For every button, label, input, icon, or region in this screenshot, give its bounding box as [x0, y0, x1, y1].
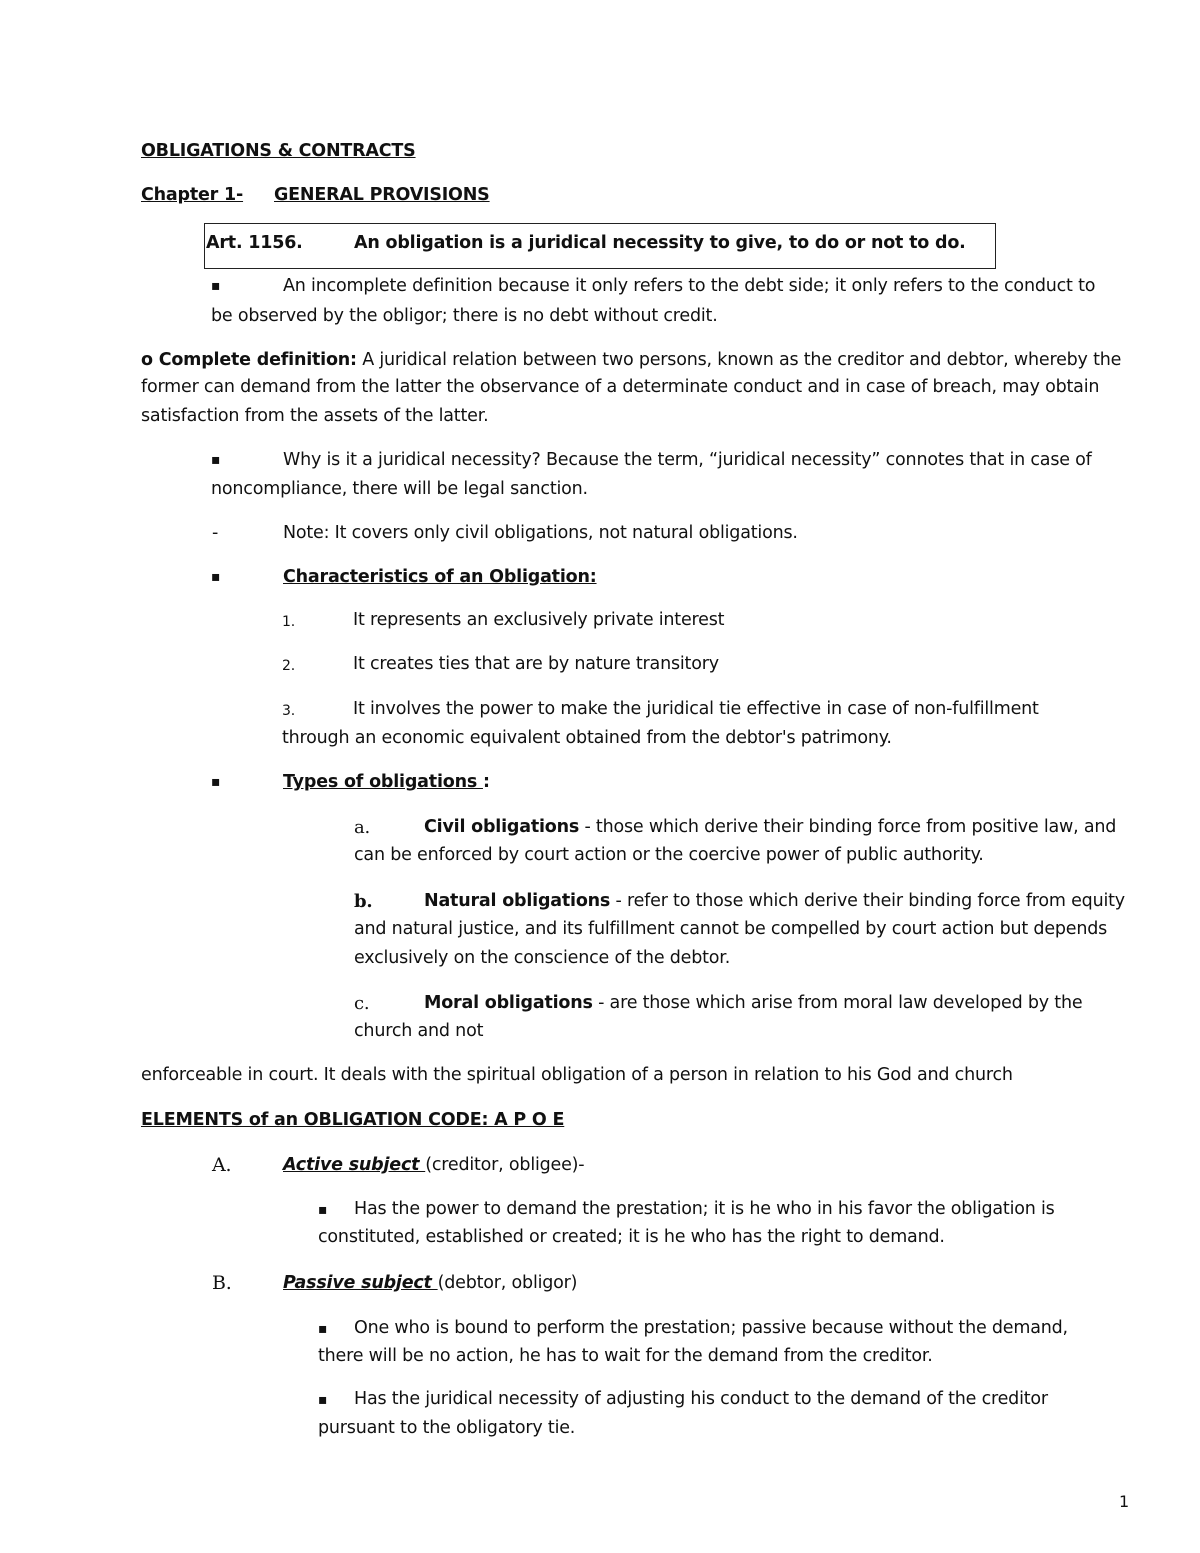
- bullet-text: An incomplete definition because it only refers to the debt side; it only refers to the conduct to: [283, 276, 1096, 296]
- type-desc: church and not: [354, 1021, 484, 1041]
- bullet-marker: ▪: [318, 1321, 328, 1337]
- type-letter: c.: [354, 993, 370, 1014]
- element-rest: (debtor, obligor): [437, 1273, 578, 1293]
- note-text: Note: It covers only civil obligations, not natural obligations.: [283, 523, 798, 543]
- elements-heading: ELEMENTS of an OBLIGATION CODE: A P O E: [141, 1110, 565, 1130]
- bullet-marker: ▪: [318, 1392, 328, 1408]
- list-item: It creates ties that are by nature transitory: [353, 654, 719, 674]
- bullet-text: be observed by the obligor; there is no debt without credit.: [211, 306, 718, 326]
- note-marker: -: [212, 523, 219, 543]
- complete-definition-text: A juridical relation between two persons, known as the creditor and debtor, whereby the: [356, 350, 1122, 370]
- article-text: An obligation is a juridical necessity to give, to do or not to do.: [354, 233, 966, 253]
- type-letter: a.: [354, 817, 371, 838]
- type-letter: b.: [354, 891, 373, 912]
- element-title: [283, 1269, 577, 1298]
- element-bullet-text: constituted, established or created; it is he who has the right to demand.: [318, 1227, 945, 1247]
- type-desc: - those which derive their binding force from positive law, and: [579, 817, 1117, 837]
- complete-definition-line: [141, 346, 1121, 375]
- type-item: [424, 989, 1082, 1018]
- type-name: Moral obligations: [424, 993, 593, 1013]
- element-bullet-text: Has the power to demand the prestation; it is he who in his favor the obligation is: [354, 1199, 1055, 1219]
- type-desc: - are those which arise from moral law developed by the: [592, 993, 1083, 1013]
- types-heading-colon: :: [482, 772, 490, 792]
- characteristics-heading: Characteristics of an Obligation:: [283, 567, 597, 587]
- bullet-text: Why is it a juridical necessity? Because the term, “juridical necessity” connotes that in case of: [283, 450, 1092, 470]
- list-number: 1.: [282, 614, 295, 630]
- type-item: [424, 813, 1116, 842]
- list-item: It involves the power to make the juridical tie effective in case of non-fulfillment: [353, 699, 1039, 719]
- type-desc: - refer to those which derive their binding force from equity: [610, 891, 1125, 911]
- type-desc: exclusively on the conscience of the debtor.: [354, 948, 731, 968]
- element-bullet-text: there will be no action, he has to wait for the demand from the creditor.: [318, 1346, 933, 1366]
- complete-definition-label: o Complete definition:: [141, 350, 357, 370]
- list-item: It represents an exclusively private interest: [353, 610, 725, 630]
- types-heading-text: Types of obligations: [283, 772, 483, 792]
- document-title: OBLIGATIONS & CONTRACTS: [141, 141, 416, 161]
- article-number: Art. 1156.: [206, 233, 303, 253]
- list-item: through an economic equivalent obtained from the debtor's patrimony.: [282, 728, 892, 748]
- bullet-marker: ▪: [211, 569, 221, 585]
- element-letter: B.: [212, 1272, 232, 1294]
- type-desc: can be enforced by court action or the coercive power of public authority.: [354, 845, 984, 865]
- types-heading: [283, 768, 490, 797]
- bullet-marker: ▪: [211, 774, 221, 790]
- element-term: Passive subject: [283, 1273, 438, 1293]
- chapter-title: GENERAL PROVISIONS: [274, 185, 490, 205]
- bullet-marker: ▪: [211, 278, 221, 294]
- continuation-text: enforceable in court. It deals with the spiritual obligation of a person in relation to his God and church: [141, 1065, 1013, 1085]
- element-rest: (creditor, obligee)-: [425, 1155, 585, 1175]
- complete-definition-text: satisfaction from the assets of the latter.: [141, 406, 489, 426]
- element-title: [283, 1151, 584, 1180]
- element-bullet-text: One who is bound to perform the prestation; passive because without the demand,: [354, 1318, 1068, 1338]
- bullet-text: noncompliance, there will be legal sanction.: [211, 479, 588, 499]
- element-letter: A.: [212, 1154, 232, 1176]
- complete-definition-text: former can demand from the latter the observance of a determinate conduct and in case of breach, may obtain: [141, 377, 1100, 397]
- type-desc: and natural justice, and its fulfillment cannot be compelled by court action but depends: [354, 919, 1108, 939]
- page-number: 1: [1119, 1492, 1129, 1511]
- element-bullet-text: pursuant to the obligatory tie.: [318, 1418, 576, 1438]
- list-number: 2.: [282, 658, 295, 674]
- list-number: 3.: [282, 703, 295, 719]
- bullet-marker: ▪: [211, 452, 221, 468]
- type-name: Natural obligations: [424, 891, 611, 911]
- element-bullet-text: Has the juridical necessity of adjusting his conduct to the demand of the creditor: [354, 1389, 1048, 1409]
- type-name: Civil obligations: [424, 817, 580, 837]
- type-item: [424, 887, 1125, 916]
- element-term: Active subject: [283, 1155, 426, 1175]
- chapter-number: Chapter 1-: [141, 185, 244, 205]
- bullet-marker: ▪: [318, 1202, 328, 1218]
